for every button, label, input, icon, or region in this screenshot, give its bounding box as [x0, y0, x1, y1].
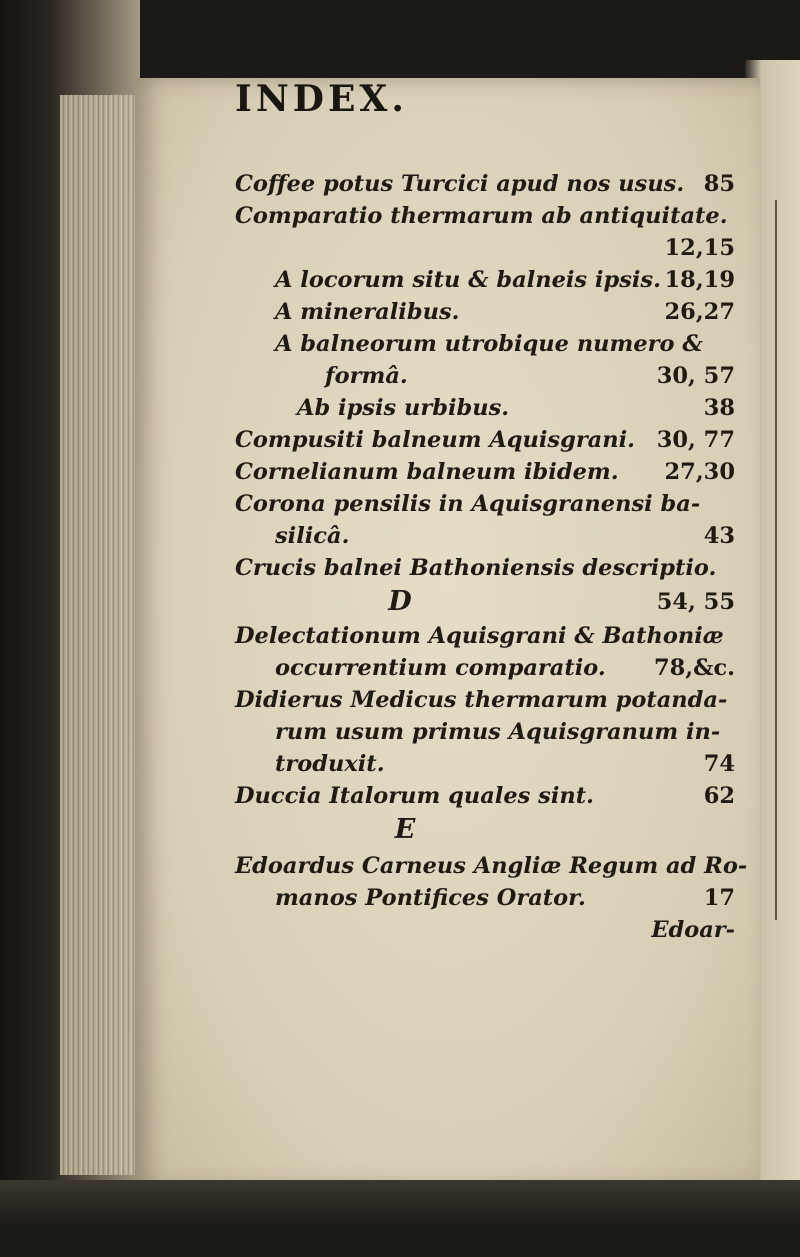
index-entry: Crucis balnei Bathoniensis descriptio.	[235, 555, 717, 581]
index-entry: A locorum situ & balneis ipsis. 18,19	[275, 267, 735, 293]
index-entry: A balneorum utrobique numero &	[275, 331, 703, 357]
page-edges	[60, 95, 140, 1175]
index-entry: rum usum primus Aquisgranum in-	[275, 719, 721, 745]
index-entry: Ab ipsis urbibus. 38	[297, 395, 735, 421]
index-entry: A mineralibus. 26,27	[275, 299, 735, 325]
page-title: INDEX.	[235, 78, 408, 120]
index-entry: Edoardus Carneus Angliæ Regum ad Ro-	[235, 853, 748, 879]
index-entry: Comparatio thermarum ab antiquitate.	[235, 203, 728, 229]
index-entry: Coffee potus Turcici apud nos usus. 85	[235, 171, 735, 197]
index-entry: manos Pontifices Orator. 17	[275, 885, 735, 911]
index-entry: Duccia Italorum quales sint. 62	[235, 783, 735, 809]
index-entry: formâ. 30, 57	[325, 363, 735, 389]
index-entry: Compusiti balneum Aquisgrani. 30, 77	[235, 427, 735, 453]
book-bottom-shadow	[0, 1180, 800, 1257]
index-entry: Delectationum Aquisgrani & Bathoniæ	[235, 623, 724, 649]
index-entry: troduxit. 74	[275, 751, 735, 777]
book-page: INDEX. Coffee potus Turcici apud nos usus. 85 Comparatio thermarum ab antiquitate. 12,15 A locorum situ & balneis ipsis. 18,19 A mineralibus. 26,27 A balneorum utrobique numero & formâ. 30, 57 Ab ipsis urbibus. 38 Compusiti balneum Aquisgrani. 30, 77 Cornelianum balneum ibidem. 27,30 Corona pensilis in Aquisgranensi ba- silicâ. 43 Crucis balnei Bathoniensis descriptio. D 54, 55 Delectationum Aquisgrani & Bathoniæ occurrentium comparatio. 78,&c. Didierus Medicus thermarum potanda- rum usum primus Aquisgranum in- troduxit. 74 Duccia Italorum quales sint. 62 E Edoardus Carneus Angliæ Regum ad Ro- manos Pontifices Orator. 17 Edoar-	[135, 78, 760, 1188]
index-entry: silicâ. 43	[275, 523, 735, 549]
index-entry: Corona pensilis in Aquisgranensi ba-	[235, 491, 701, 517]
index-entry: occurrentium comparatio. 78,&c.	[275, 655, 735, 681]
index-entry: Cornelianum balneum ibidem. 27,30	[235, 459, 735, 485]
index-entry: Didierus Medicus thermarum potanda-	[235, 687, 728, 713]
